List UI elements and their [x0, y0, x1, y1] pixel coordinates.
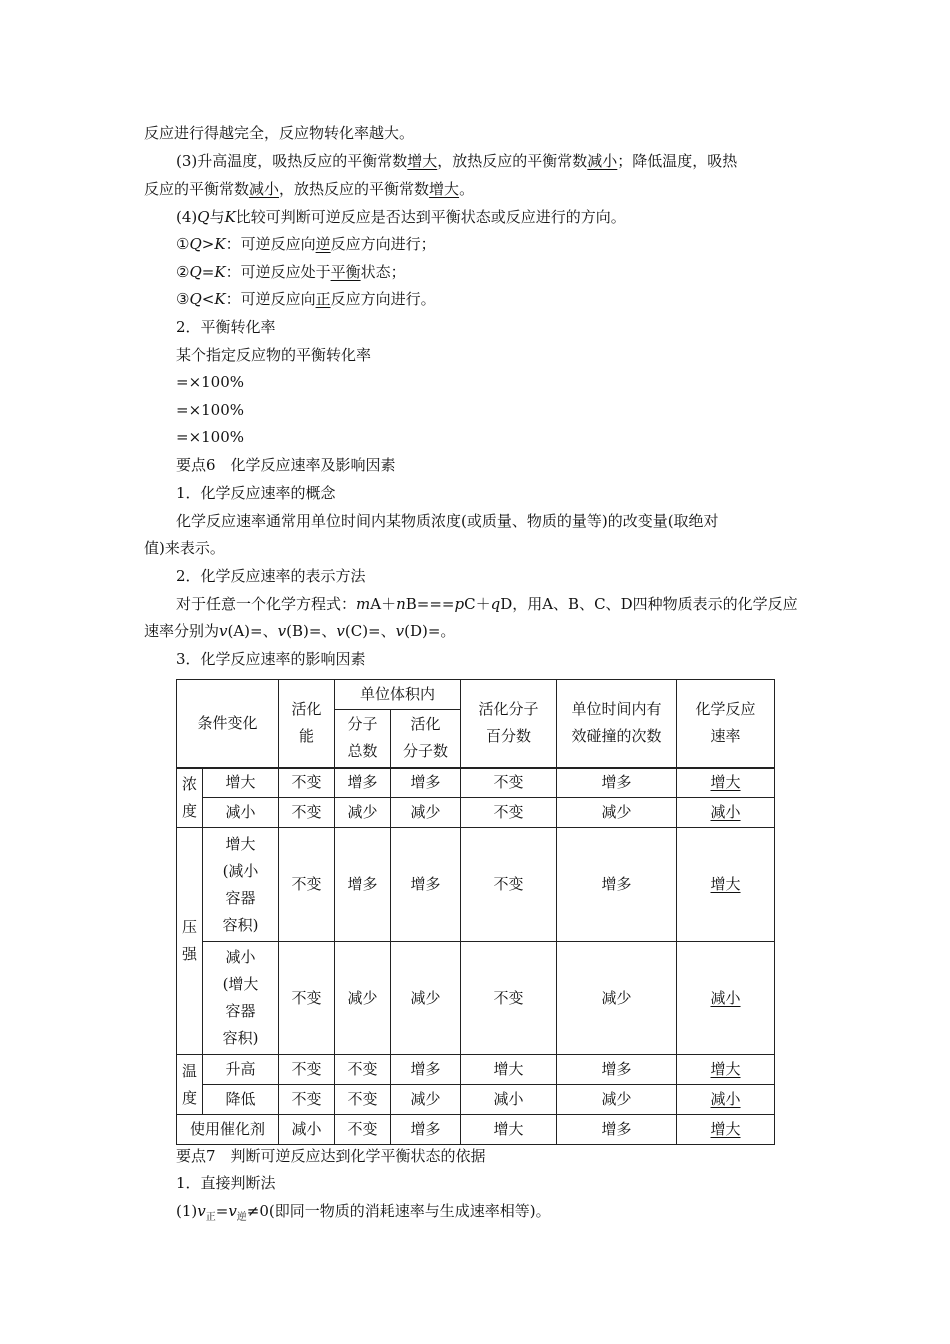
- text-line: 化学反应速率通常用单位时间内某物质浓度(或质量、物质的量等)的改变量(取绝对: [176, 512, 719, 530]
- formula-line: =×100%: [176, 401, 245, 419]
- text-line: (3)升高温度，吸热反应的平衡常数增大，放热反应的平衡常数减小；降低温度，吸热: [176, 152, 738, 170]
- header-total-molecules: 分子 总数: [335, 710, 391, 768]
- header-condition: 条件变化: [177, 680, 279, 768]
- group-pressure: 压 强: [177, 828, 203, 1055]
- group-concentration: 浓 度: [177, 768, 203, 828]
- cell-percent: 减小: [461, 1085, 557, 1115]
- cell-rate: 增大: [677, 1055, 775, 1085]
- cell-total: 减少: [335, 798, 391, 828]
- rate-factors-table: [176, 679, 775, 1145]
- header-effective-collisions: 单位时间内有 效碰撞的次数: [557, 680, 677, 768]
- section-heading: 2．平衡转化率: [176, 318, 276, 336]
- cell-ea: 不变: [279, 1055, 335, 1085]
- cell-change: 使用催化剂: [177, 1115, 279, 1145]
- text-line: 反应进行得越完全，反应物转化率越大。: [144, 124, 415, 142]
- cell-percent: 增大: [461, 1115, 557, 1145]
- cell-percent: 不变: [461, 828, 557, 942]
- table-row: [177, 798, 775, 828]
- cell-ea: 不变: [279, 768, 335, 798]
- cell-percent: 不变: [461, 798, 557, 828]
- cell-total: 不变: [335, 1085, 391, 1115]
- text-line: 某个指定反应物的平衡转化率: [176, 346, 372, 364]
- cell-activated: 增多: [391, 1115, 461, 1145]
- text-line: 速率分别为v(A)=、v(B)=、v(C)=、v(D)=。: [144, 622, 456, 640]
- cell-change: 增大 (减小 容器 容积): [203, 828, 279, 942]
- cell-total: 增多: [335, 768, 391, 798]
- cell-change: 减小: [203, 798, 279, 828]
- cell-total: 增多: [335, 828, 391, 942]
- cell-percent: 增大: [461, 1055, 557, 1085]
- cell-total: 不变: [335, 1115, 391, 1145]
- section-heading: 1．直接判断法: [176, 1174, 276, 1192]
- cell-activated: 增多: [391, 1055, 461, 1085]
- section-heading: 要点7 判断可逆反应达到化学平衡状态的依据: [176, 1147, 486, 1165]
- cell-total: 减少: [335, 942, 391, 1055]
- cell-ea: 不变: [279, 798, 335, 828]
- cell-activated: 减少: [391, 942, 461, 1055]
- text-line: $(1)v_正=v_逆\ne 0$(即同一物质的消耗速率与生成速率相等)。: [176, 1202, 551, 1223]
- table-row: [177, 942, 775, 1055]
- text-line: (4)Q与K比较可判断可逆反应是否达到平衡状态或反应进行的方向。: [176, 208, 626, 226]
- cell-percent: 不变: [461, 942, 557, 1055]
- text-line: 值)来表示。: [144, 539, 225, 557]
- cell-change: 降低: [203, 1085, 279, 1115]
- table-row: [177, 828, 775, 942]
- formula-line: =×100%: [176, 373, 245, 391]
- section-heading: 1．化学反应速率的概念: [176, 484, 336, 502]
- cell-activated: 增多: [391, 828, 461, 942]
- cell-rate: 减小: [677, 942, 775, 1055]
- cell-collisions: 减少: [557, 1085, 677, 1115]
- group-temperature: 温 度: [177, 1055, 203, 1115]
- section-heading: 3．化学反应速率的影响因素: [176, 650, 366, 668]
- cell-ea: 不变: [279, 828, 335, 942]
- cell-ea: 减小: [279, 1115, 335, 1145]
- cell-ea: 不变: [279, 942, 335, 1055]
- table-row: [177, 1085, 775, 1115]
- section-heading: 2．化学反应速率的表示方法: [176, 567, 366, 585]
- header-reaction-rate: 化学反应 速率: [677, 680, 775, 768]
- formula-line: =×100%: [176, 428, 245, 446]
- cell-collisions: 减少: [557, 942, 677, 1055]
- text-line: 对于任意一个化学方程式：mA＋nB===pC＋qD，用A、B、C、D四种物质表示的化学反应: [176, 595, 798, 613]
- cell-change: 升高: [203, 1055, 279, 1085]
- cell-percent: 不变: [461, 768, 557, 798]
- header-activation-energy: 活化 能: [279, 680, 335, 768]
- cell-total: 不变: [335, 1055, 391, 1085]
- section-heading: 要点6 化学反应速率及影响因素: [176, 456, 396, 474]
- header-per-unit-volume: 单位体积内: [335, 680, 461, 710]
- cell-collisions: 增多: [557, 1055, 677, 1085]
- cell-rate: 增大: [677, 1115, 775, 1145]
- cell-ea: 不变: [279, 1085, 335, 1115]
- text-line: ①Q>K：可逆反应向逆反应方向进行；: [176, 235, 436, 253]
- text-line: ②Q=K：可逆反应处于平衡状态；: [176, 263, 406, 281]
- table-row: [177, 768, 775, 798]
- cell-collisions: 减少: [557, 798, 677, 828]
- cell-rate: 增大: [677, 768, 775, 798]
- cell-change: 增大: [203, 768, 279, 798]
- cell-collisions: 增多: [557, 1115, 677, 1145]
- cell-activated: 减少: [391, 1085, 461, 1115]
- cell-collisions: 增多: [557, 768, 677, 798]
- table-row: [177, 1115, 775, 1145]
- cell-activated: 减少: [391, 798, 461, 828]
- header-activated-percent: 活化分子 百分数: [461, 680, 557, 768]
- cell-activated: 增多: [391, 768, 461, 798]
- cell-change: 减小 (增大 容器 容积): [203, 942, 279, 1055]
- table-row: [177, 1055, 775, 1085]
- cell-collisions: 增多: [557, 828, 677, 942]
- text-line: ③Q<K：可逆反应向正反应方向进行。: [176, 290, 436, 308]
- cell-rate: 减小: [677, 798, 775, 828]
- cell-rate: 增大: [677, 828, 775, 942]
- cell-rate: 减小: [677, 1085, 775, 1115]
- text-line: 反应的平衡常数减小，放热反应的平衡常数增大。: [144, 180, 475, 198]
- header-activated-molecules: 活化 分子数: [391, 710, 461, 768]
